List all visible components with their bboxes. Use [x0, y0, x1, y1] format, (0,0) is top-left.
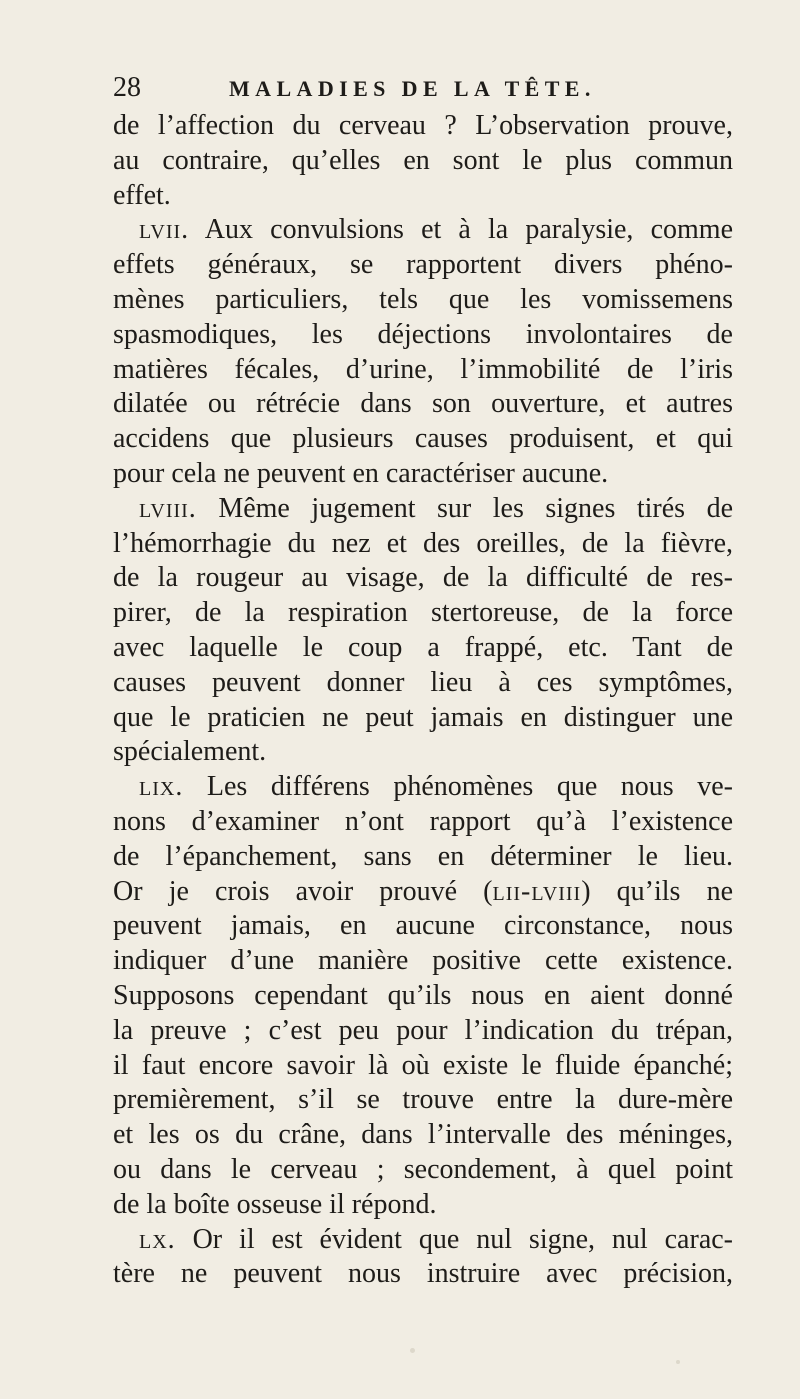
text-line: effet. — [113, 179, 171, 211]
text-line: ou dans le cerveau ; secondement, à quel point — [113, 1153, 733, 1185]
text-line: de l’affection du cerveau ? L’observation prouve, — [113, 110, 733, 141]
text-line: accidens que plusieurs causes produisent, et qui — [113, 423, 733, 455]
text-line: de la rougeur au visage, de la difficulté de res- — [113, 562, 733, 594]
text-line: que le praticien ne peut jamais en distinguer une — [113, 701, 733, 733]
text-line: causes peuvent donner lieu à ces symptômes, — [113, 666, 733, 698]
text-line: peuvent jamais, en aucune circonstance, nous — [113, 910, 733, 942]
text-line: il faut encore savoir là où existe le fluide épanché; — [113, 1049, 733, 1081]
section-lviii-line: lviii. Même jugement sur les signes tirés de — [139, 492, 733, 524]
page-number: 28 — [113, 72, 141, 103]
text-line: et les os du crâne, dans l’intervalle des méninges, — [113, 1119, 733, 1151]
text-line: matières fécales, d’urine, l’immobilité de l’iris — [113, 353, 733, 385]
text-line: avec laquelle le coup a frappé, etc. Tant de — [113, 631, 733, 663]
text-line: de l’épanchement, sans en déterminer le lieu. — [113, 840, 733, 872]
text-line: Or je crois avoir prouvé (lii-lviii) qu’ils ne — [113, 875, 734, 907]
text-line: pirer, de la respiration stertoreuse, de la force — [113, 597, 733, 629]
text-line: de la boîte osseuse il répond. — [113, 1188, 437, 1220]
text-line: effets généraux, se rapportent divers phéno- — [113, 249, 733, 281]
text-line: premièrement, s’il se trouve entre la dure-mère — [113, 1084, 733, 1116]
text-line: pour cela ne peuvent en caractériser aucune. — [113, 457, 609, 489]
text-line: dilatée ou rétrécie dans son ouverture, et autres — [113, 388, 733, 420]
text-line: nons d’examiner n’ont rapport qu’à l’existence — [113, 805, 733, 837]
paper-spot — [410, 1348, 415, 1353]
text-line: Supposons cependant qu’ils nous en aient donné — [113, 979, 733, 1011]
text-line: au contraire, qu’elles en sont le plus commun — [113, 144, 733, 176]
section-number: lx. — [139, 1223, 176, 1255]
section-number: lvii. — [139, 214, 190, 246]
text-line: tère ne peuvent nous instruire avec précision, — [113, 1258, 733, 1290]
paper-spot — [676, 1360, 680, 1364]
text-line: mènes particuliers, tels que les vomissemens — [113, 283, 733, 315]
text-line: indiquer d’une manière positive cette existence. — [113, 945, 733, 977]
text-line: spasmodiques, les déjections involontaires de — [113, 318, 733, 350]
text-line: la preuve ; c’est peu pour l’indication du trépan, — [113, 1014, 733, 1046]
text-line: l’hémorrhagie du nez et des oreilles, de la fièvre, — [113, 527, 733, 559]
section-lvii-line: lvii. Aux convulsions et à la paralysie, comme — [139, 214, 733, 246]
cross-reference: lii-lviii — [492, 875, 582, 907]
section-number: lix. — [139, 771, 184, 803]
section-number: lviii. — [139, 492, 197, 524]
page-header — [96, 70, 736, 110]
text-line: spécialement. — [113, 736, 267, 768]
section-lx-line: lx. Or il est évident que nul signe, nul carac- — [139, 1223, 733, 1255]
running-title: MALADIES DE LA TÊTE. — [229, 76, 596, 101]
section-lix-line: lix. Les différens phénomènes que nous ve- — [139, 771, 733, 803]
body-text — [113, 109, 733, 1292]
